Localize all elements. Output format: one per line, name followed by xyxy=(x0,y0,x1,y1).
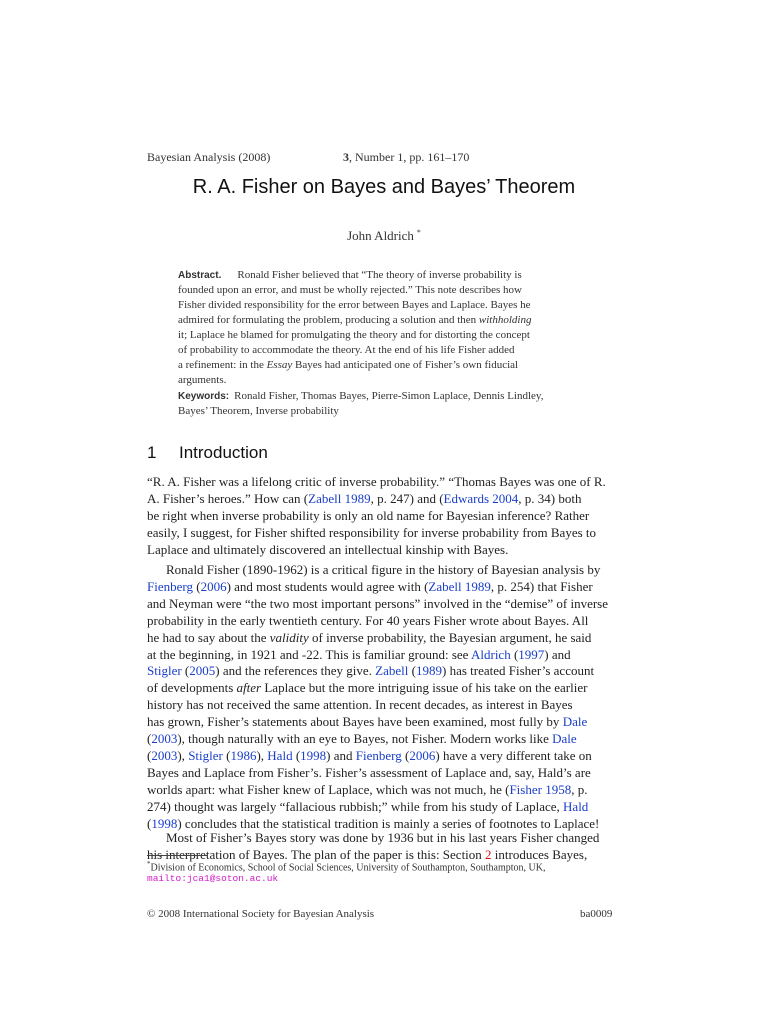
text-run: ) have a very different take on xyxy=(435,747,592,763)
body-line xyxy=(147,473,606,490)
text-run: ) has treated Fisher’s account xyxy=(441,663,595,679)
abstract-line xyxy=(178,268,522,283)
footnote-mark: * xyxy=(147,860,151,868)
text-run: , p. 34) both xyxy=(518,490,582,506)
body-line xyxy=(147,612,588,629)
text-run: ), xyxy=(177,747,189,763)
text-run: A. Fisher’s heroes.” How can ( xyxy=(147,490,309,506)
body-line xyxy=(147,524,596,541)
emphasis-text: validity xyxy=(269,629,309,645)
text-run: 274) thought was largely “fallacious rubbish;” while from his study of Laplace, xyxy=(147,798,564,814)
citation-link[interactable]: Zabell xyxy=(375,663,409,679)
abstract-label: Abstract. xyxy=(178,270,222,281)
citation-link[interactable]: 1997 xyxy=(518,646,545,662)
text-run: a refinement: in the xyxy=(178,359,267,371)
text-run: history has not received the same attention. In recent decades, as interest in Bayes xyxy=(147,697,573,713)
citation-link[interactable]: Hald xyxy=(563,798,589,814)
text-run: Most of Fisher’s Bayes story was done by 1936 but in his last years Fisher changed xyxy=(166,830,600,845)
text-run: ), xyxy=(256,747,268,763)
article-code: ba0009 xyxy=(580,908,613,920)
text-run: of inverse probability, the Bayesian argument, he said xyxy=(308,629,592,645)
text-run: ) concludes that the statistical tradition is mainly a series of footnotes to Laplace! xyxy=(177,815,600,831)
text-run: of probability to accommodate the theory. At the end of his life Fisher added xyxy=(178,344,515,356)
text-run: and Neyman were “the two most important persons” involved in the “demise” of inverse xyxy=(147,595,609,611)
section-ref-link[interactable]: 2 xyxy=(485,846,492,862)
body-line xyxy=(147,541,508,558)
issue-pages: , Number 1, pp. 161–170 xyxy=(349,150,470,164)
citation-link[interactable]: Fisher 1958 xyxy=(509,781,572,797)
section-number: 1 xyxy=(147,443,157,462)
citation-link[interactable]: Stigler xyxy=(147,663,182,679)
keywords-line xyxy=(178,404,339,419)
text-run: , p. xyxy=(571,781,588,797)
citation-link[interactable]: Stigler xyxy=(188,747,223,763)
citation-link[interactable]: 1986 xyxy=(230,747,257,763)
body-line xyxy=(147,679,587,696)
text-run: it; Laplace he blamed for promulgating the theory and for distorting the concept xyxy=(178,329,530,341)
text-run: Bayes had anticipated one of Fisher’s own fiducial xyxy=(292,359,519,371)
citation-link[interactable]: Zabell 1989 xyxy=(428,578,491,594)
keywords-label: Keywords: xyxy=(178,391,230,402)
text-run: his interpretation of Bayes. The plan of the paper is this: Section xyxy=(147,846,486,862)
citation-link[interactable]: Aldrich xyxy=(470,646,511,662)
text-run: Fisher divided responsibility for the error between Bayes and Laplace. Bayes he xyxy=(178,299,531,311)
body-line xyxy=(147,747,592,764)
abstract-line xyxy=(178,313,531,328)
text-run: ( xyxy=(181,663,190,679)
text-run: ( xyxy=(147,747,152,763)
text-run: ( xyxy=(292,747,301,763)
citation-link[interactable]: 2005 xyxy=(189,663,216,679)
author-name: John Aldrich xyxy=(347,228,414,243)
citation-link[interactable]: 2003 xyxy=(151,747,178,763)
paper-title: R. A. Fisher on Bayes and Bayes’ Theorem xyxy=(192,176,576,198)
body-line xyxy=(147,662,594,679)
emphasis-text: Essay xyxy=(266,359,293,371)
section-title: Introduction xyxy=(179,443,268,462)
copyright: © 2008 International Society for Bayesian Analysis xyxy=(147,908,375,920)
abstract-line xyxy=(178,298,531,313)
text-run: ( xyxy=(222,747,231,763)
text-run: ), though naturally with an eye to Bayes, not Fisher. Modern works like xyxy=(177,731,553,746)
text-run: Bayes and Laplace from Fisher’s. Fisher’s assessment of Laplace and, say, Hald’s are xyxy=(147,764,591,780)
citation-link[interactable]: Dale xyxy=(552,731,577,746)
citation-link[interactable]: Zabell 1989 xyxy=(308,490,371,506)
citation-link[interactable]: 1998 xyxy=(151,815,178,831)
volume-info xyxy=(343,150,469,165)
footnote-email-link[interactable]: mailto:jca1@soton.ac.uk xyxy=(147,873,279,884)
body-line xyxy=(147,646,571,663)
text-run: ( xyxy=(147,815,152,831)
text-run: arguments. xyxy=(178,374,227,386)
body-line xyxy=(166,829,599,846)
text-run: Laplace but the more intriguing issue of his take on the earlier xyxy=(261,680,588,696)
text-run: ( xyxy=(510,646,519,662)
text-run: founded upon an error, and must be wholly rejected.” This note describes how xyxy=(178,284,522,296)
body-line xyxy=(147,507,589,524)
text-run: worlds apart: what Fisher knew of Laplace, which was not much, he ( xyxy=(147,781,510,797)
text-run: easily, I suggest, for Fisher shifted responsibility for inverse probability from Bayes to xyxy=(147,524,597,540)
footnote-rule xyxy=(147,855,207,856)
abstract-line xyxy=(178,328,530,343)
journal-name: Bayesian Analysis (2008) xyxy=(147,150,271,164)
text-run: probability in the early twentieth century. For 40 years Fisher wrote about Bayes. All xyxy=(147,612,589,628)
body-line xyxy=(166,561,600,578)
text-run: ( xyxy=(192,578,201,594)
text-run: has grown, Fisher’s statements about Bayes have been examined, most fully by xyxy=(147,714,563,730)
text-run: admired for formulating the problem, producing a solution and then xyxy=(178,314,479,326)
citation-link[interactable]: 2006 xyxy=(200,578,227,594)
citation-link[interactable]: Fienberg xyxy=(355,747,402,763)
emphasis-text: withholding xyxy=(478,314,532,326)
citation-link[interactable]: Edwards 2004 xyxy=(443,490,519,506)
section-heading xyxy=(147,443,268,463)
citation-link[interactable]: Dale xyxy=(562,714,588,730)
text-run: be right when inverse probability is only an old name for Bayesian inference? Rather xyxy=(147,507,590,523)
citation-link[interactable]: 1998 xyxy=(300,747,327,763)
text-run: Bayes’ Theorem, Inverse probability xyxy=(178,405,339,417)
text-run: he had to say about the xyxy=(147,629,270,645)
text-run: ) and xyxy=(544,646,571,662)
abstract-line xyxy=(178,373,226,388)
citation-link[interactable]: Hald xyxy=(267,747,293,763)
abstract-line xyxy=(178,358,518,373)
text-run: Laplace and ultimately discovered an intellectual kinship with Bayes. xyxy=(147,541,509,557)
text-run: ) and most students would agree with ( xyxy=(226,578,429,594)
text-run: Ronald Fisher believed that “The theory of inverse probability is xyxy=(237,269,522,281)
body-line xyxy=(147,696,573,713)
text-run: Ronald Fisher (1890-1962) is a critical figure in the history of Bayesian analysis by xyxy=(166,562,601,577)
text-run: of developments xyxy=(147,680,237,696)
body-line xyxy=(147,713,587,730)
text-run: ) and the references they give. xyxy=(215,663,376,679)
citation-link[interactable]: 2006 xyxy=(409,747,436,763)
text-run: ( xyxy=(408,663,416,679)
body-line xyxy=(147,490,582,507)
body-line xyxy=(147,595,608,612)
emphasis-text: after xyxy=(236,680,262,696)
author-footnote-mark[interactable]: * xyxy=(416,228,421,237)
body-line xyxy=(147,764,591,781)
body-line xyxy=(147,629,591,646)
body-line xyxy=(147,730,577,747)
text-run: at the beginning, in 1921 and -22. This is familiar ground: see xyxy=(147,646,471,662)
text-run: ) and xyxy=(326,747,356,763)
author xyxy=(0,228,768,244)
abstract-line xyxy=(178,283,522,298)
volume-number: 3 xyxy=(343,150,349,164)
keywords-line xyxy=(178,389,543,404)
abstract-line xyxy=(178,343,515,358)
citation-link[interactable]: 1989 xyxy=(415,663,442,679)
body-line xyxy=(147,798,588,815)
citation-link[interactable]: Fienberg xyxy=(147,578,193,594)
body-line xyxy=(147,781,587,798)
text-run: ( xyxy=(147,731,152,746)
text-run: ( xyxy=(401,747,410,763)
body-line xyxy=(147,578,593,595)
footnote-text: Division of Economics, School of Social Sciences, University of Southampton, Southampton, UK, xyxy=(150,862,546,874)
text-run: Ronald Fisher, Thomas Bayes, Pierre-Simon Laplace, Dennis Lindley, xyxy=(234,390,544,402)
citation-link[interactable]: 2003 xyxy=(151,731,178,746)
text-run: , p. 254) that Fisher xyxy=(490,578,593,594)
text-run: , p. 247) and ( xyxy=(370,490,444,506)
text-run: introduces Bayes, xyxy=(491,846,588,862)
text-run: “R. A. Fisher was a lifelong critic of inverse probability.” “Thomas Bayes was one of R. xyxy=(147,474,606,489)
